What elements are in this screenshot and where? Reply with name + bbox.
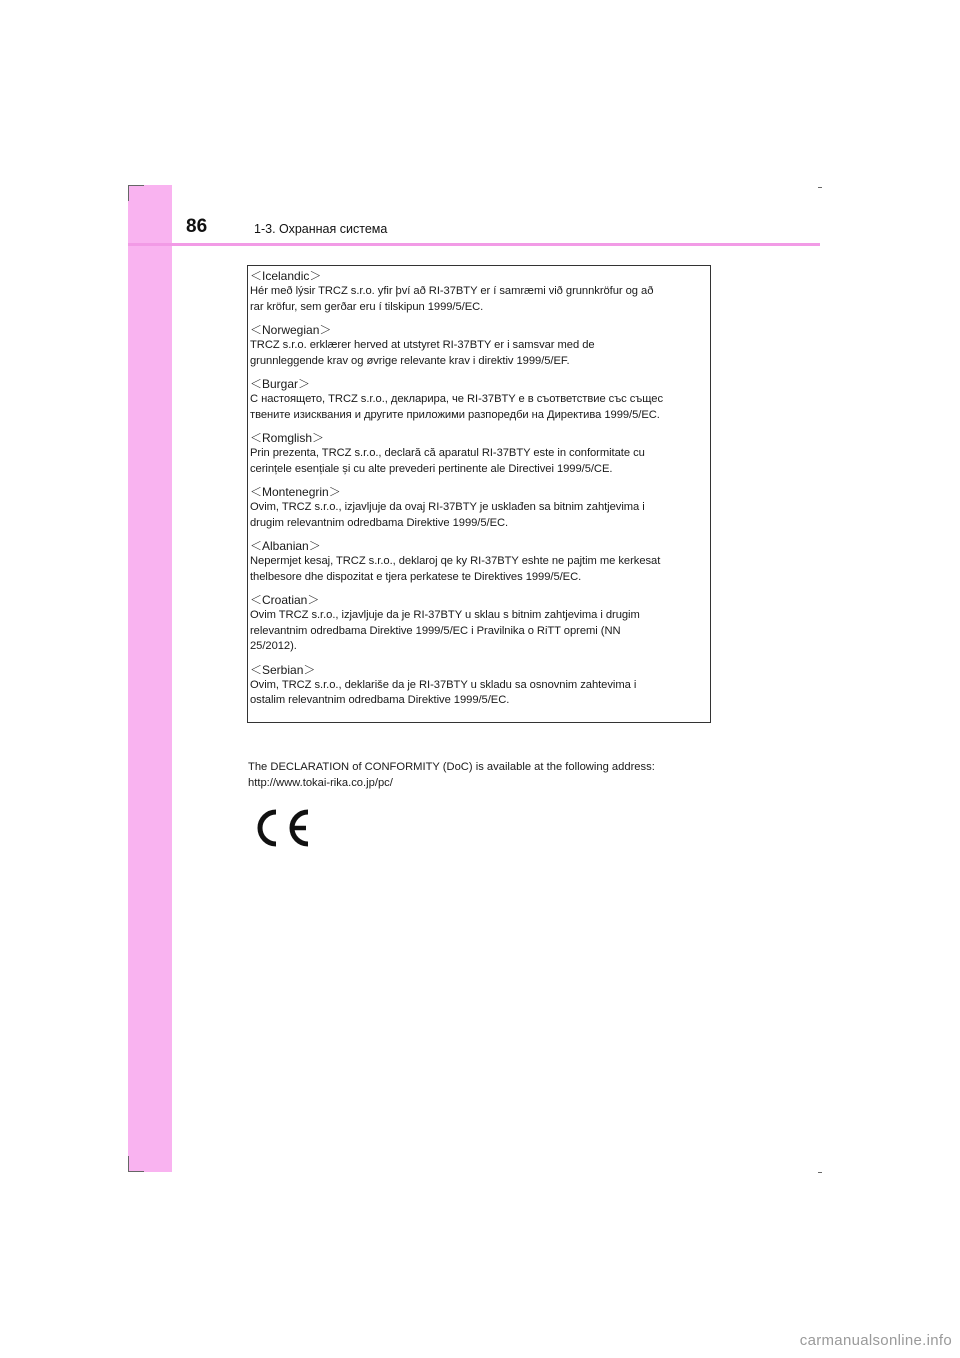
declaration-language: ＜Norwegian＞ bbox=[250, 323, 332, 337]
declaration-language: ＜Burgar＞ bbox=[250, 377, 311, 391]
watermark: carmanualsonline.info bbox=[799, 1332, 952, 1349]
crop-mark-top-right bbox=[818, 187, 822, 188]
page-number: 86 bbox=[186, 216, 208, 237]
doc-availability-note bbox=[248, 760, 718, 791]
declaration-burgar bbox=[250, 377, 710, 423]
declaration-text: Hér með lýsir TRCZ s.r.o. yfir því að RI-37BTY er í samræmi við grunnkröfur og að rar kröfur, sem gerðar eru í tilskipun 1999/5/EC. bbox=[250, 285, 654, 313]
declarations-box bbox=[247, 265, 711, 723]
declaration-language: ＜Serbian＞ bbox=[250, 662, 316, 677]
crop-mark-bottom-left-vertical bbox=[128, 1156, 129, 1172]
doc-statement: The DECLARATION of CONFORMITY (DoC) is available at the following address: bbox=[248, 761, 655, 773]
declaration-text: Ovim TRCZ s.r.o., izjavljuje da je RI-37BTY u sklau s bitnim zahtjevima i drugim relevantnim odredbama Direktive 1999/5/EC i Pravilnika o RiTT opremi (NN 25/2012). bbox=[250, 609, 640, 652]
ce-mark-logo bbox=[254, 808, 314, 853]
declaration-text: Prin prezenta, TRCZ s.r.o., declară că aparatul RI-37BTY este in conformitate cu cerințele esențiale și cu alte prevederi pertinente ale Directivei 1999/5/CE. bbox=[250, 447, 645, 475]
crop-mark-bottom-left bbox=[128, 1171, 144, 1172]
section-title: 1-3. Охранная система bbox=[254, 222, 388, 236]
declaration-language: ＜Montenegrin＞ bbox=[250, 485, 341, 499]
declaration-croatian bbox=[250, 593, 710, 655]
doc-url: http://www.tokai-rika.co.jp/pc/ bbox=[248, 776, 393, 789]
declaration-language: ＜Icelandic＞ bbox=[250, 269, 322, 283]
declaration-text: Nepermjet kesaj, TRCZ s.r.o., deklaroj qe ky RI-37BTY eshte ne pajtim me kerkesat thelbesore dhe dispozitat e tjera perkatese te Direktives 1999/5/EC. bbox=[250, 555, 661, 583]
declaration-text: Ovim, TRCZ s.r.o., izjavljuje da ovaj RI-37BTY je usklađen sa bitnim zahtjevima i drugim relevantnim odredbama Direktive 1999/5/EC. bbox=[250, 501, 645, 529]
declaration-icelandic bbox=[250, 269, 710, 315]
declaration-romglish bbox=[250, 431, 710, 477]
chapter-sidebar-tab bbox=[128, 185, 172, 1172]
declaration-text: С настоящето, TRCZ s.r.o., декларира, че RI-37BTY е в съответствие със същес твените изисквания и другите приложими разпоредби на Директива 1999/5/EC. bbox=[250, 393, 663, 421]
ce-mark-icon bbox=[254, 808, 314, 848]
declaration-language: ＜Romglish＞ bbox=[250, 431, 325, 445]
declaration-language: ＜Croatian＞ bbox=[250, 593, 320, 607]
declaration-text: TRCZ s.r.o. erklærer herved at utstyret RI-37BTY er i samsvar med de grunnleggende krav og øvrige relevante krav i direktiv 1999/5/EF. bbox=[250, 339, 595, 367]
declaration-montenegrin bbox=[250, 485, 710, 531]
declaration-serbian bbox=[250, 663, 710, 709]
header-rule bbox=[128, 243, 820, 246]
declaration-albanian bbox=[250, 539, 710, 585]
crop-mark-top-left bbox=[128, 185, 144, 186]
declaration-language: ＜Albanian＞ bbox=[250, 539, 321, 553]
crop-mark-top-left-vertical bbox=[128, 185, 129, 201]
declaration-norwegian bbox=[250, 323, 710, 369]
crop-mark-bottom-right bbox=[818, 1172, 822, 1173]
declaration-text: Ovim, TRCZ s.r.o., deklariše da je RI-37BTY u skladu sa osnovnim zahtevima i ostalim relevantnim odredbama Direktive 1999/5/EC. bbox=[250, 678, 637, 706]
